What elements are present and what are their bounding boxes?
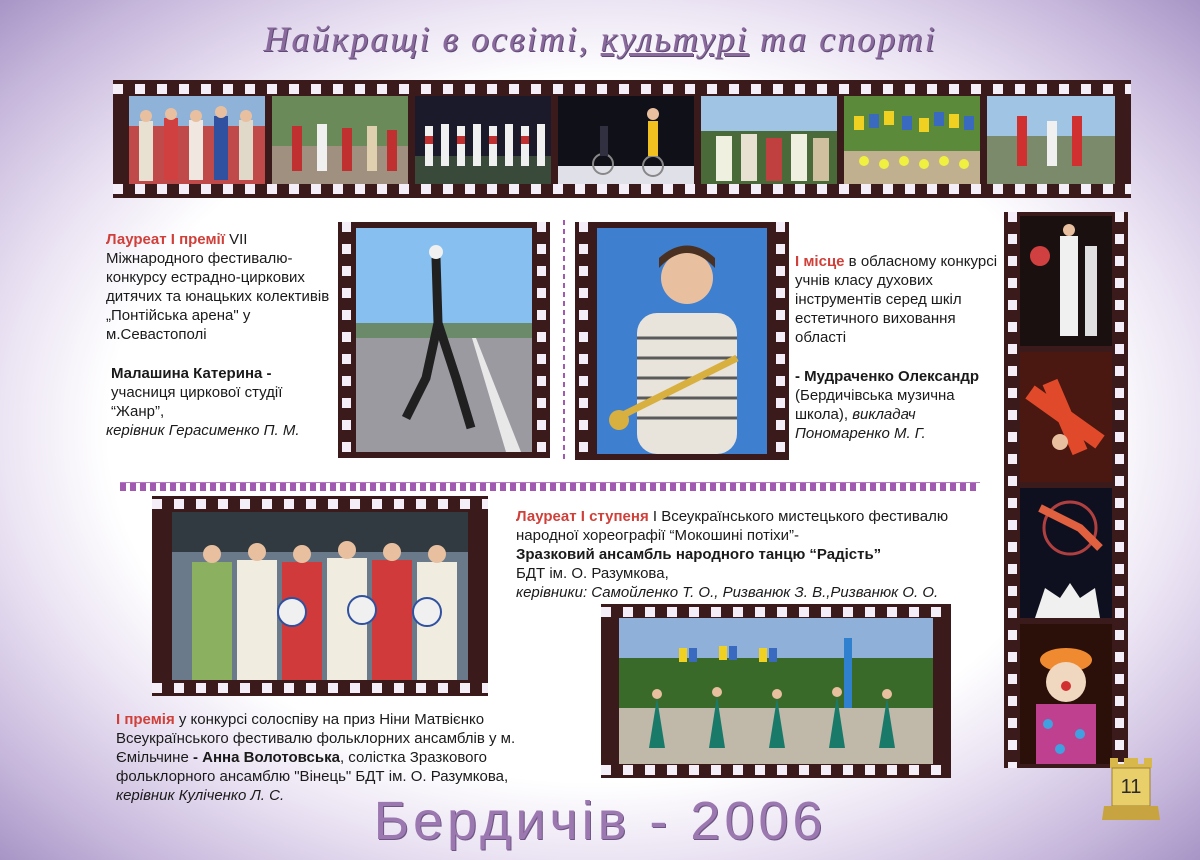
top-filmstrip (113, 80, 1131, 198)
ensemble-org: БДТ ім. О. Разумкова, (516, 565, 669, 582)
award-block-mudrachenko (795, 252, 1010, 443)
award-description: у конкурсі солоспіву на приз Ніни Матвієнко Всеукраїнського фестивалю фольклорних ансамблів у м. Ємільчине (116, 711, 516, 766)
award-description: в обласному конкурсі учнів класу духових інструментів серед шкіл естетичного виховання області (795, 253, 998, 346)
laureate-name: - Мудраченко Олександр (795, 368, 980, 385)
horizontal-divider (120, 482, 980, 491)
photo-acrobats-seaside (987, 96, 1115, 184)
award-block-malashina (106, 230, 336, 440)
film-frame-gymnast (338, 222, 550, 458)
laureate-description: , солістка Зразкового фольклорного ансамблю "Вінець" БДТ ім. О. Разумкова, (116, 749, 509, 785)
leader-names: керівники: Самойленко Т. О., Ризванюк З. В.,Ризванюк О. О. (516, 584, 939, 601)
laureate-name: - Анна Волотовська (192, 749, 340, 766)
award-description: І Всеукраїнського мистецького фестивалю народної хореографії “Мокошині потіхи”- (516, 508, 949, 544)
footer-city-year: Бердичів - 2006 (373, 791, 827, 851)
laureate-name: Малашина Катерина - (111, 365, 272, 382)
award-title: Лауреат І ступеня (516, 508, 649, 525)
page-title: Найкращі в освіті, культурі та спорті (263, 19, 937, 59)
right-filmstrip (1004, 212, 1128, 768)
page-number-badge (1102, 752, 1160, 822)
leader-name: керівник Герасименко П. М. (106, 422, 300, 439)
photo-folk-group (129, 96, 265, 184)
laureate-description: (Бердичівська музична школа), викладач (795, 387, 955, 423)
photo-trumpet-player (597, 228, 767, 454)
award-description: VII Міжнародного фестивалю-конкурсу естрадно-циркових дитячих та юнацьких колективів „Понтійська арена" у м.Севастополі (106, 231, 330, 343)
photo-flags-festival (844, 96, 980, 184)
award-title: Лауреат І премії (106, 231, 225, 248)
photo-aerial-acrobat (1020, 352, 1112, 482)
film-frame-trumpet (575, 222, 789, 460)
photo-dance-ensemble (619, 618, 933, 764)
page-number: 11 (1120, 776, 1142, 798)
award-title: І місце (795, 253, 845, 270)
photo-gymnast (356, 228, 532, 452)
photo-hoop-acrobat (1020, 488, 1112, 618)
leader-name: Пономаренко М. Г. (795, 425, 926, 442)
award-title: І премія (116, 711, 175, 728)
award-block-radist (516, 507, 1006, 602)
photo-street-parade (272, 96, 408, 184)
photo-unicycle-act (558, 96, 694, 184)
laureate-description: учасниця циркової студії “Жанр”, (111, 384, 283, 420)
ensemble-name: Зразковий ансамбль народного танцю “Радість” (516, 546, 882, 563)
film-frame-folk-singers (152, 496, 488, 696)
photo-folk-singers (172, 512, 468, 680)
photo-clown (1020, 624, 1112, 764)
photo-kids-sea (701, 96, 837, 184)
photo-stage-performers (1020, 216, 1112, 346)
vertical-divider (563, 220, 565, 460)
photo-dancers-row (415, 96, 551, 184)
leader-name: керівник Куліченко Л. С. (116, 787, 285, 804)
film-frame-dance-ensemble (601, 604, 951, 778)
